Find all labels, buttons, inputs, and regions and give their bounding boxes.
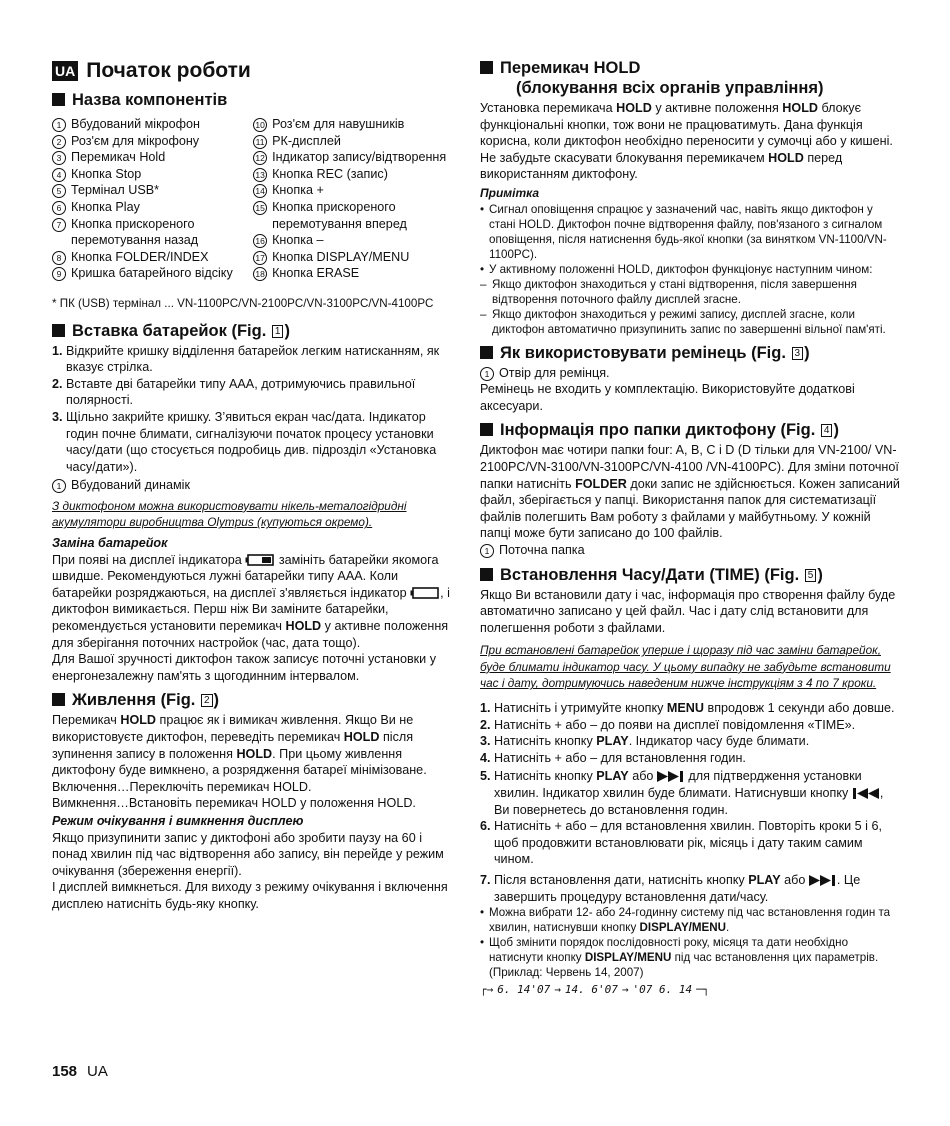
usb-footnote: * ПК (USB) термінал ... VN-1100PC/VN-2100PC/VN-3100PC/VN-4100PC — [52, 296, 434, 310]
hold-dash-2: – Якщо диктофон знаходиться у режимі запису, дисплей згасне, коли диктофон автоматично призупинить запис по завершенні вільної пам'яті. — [480, 307, 900, 337]
components-list — [52, 116, 458, 282]
language-badge: UA — [52, 61, 78, 81]
page-number: 158 — [52, 1063, 78, 1080]
component-item: 10 Роз'єм для навушників — [253, 116, 458, 133]
fast-forward-icon — [657, 771, 685, 782]
square-bullet-icon — [52, 693, 65, 706]
battery-ref: 1 Вбудований динамік — [52, 477, 458, 494]
time-step: 4. Натисніть + або – для встановлення годин. — [480, 750, 746, 765]
sequence-arrow-icon: ┌→ — [480, 983, 494, 997]
item-number: 16 — [253, 234, 267, 248]
item-number: 11 — [253, 135, 267, 149]
time-text: Якщо Ви встановили дату і час, інформація про створення файлу буде автоматично записано у цей файл. Час і дату слід встановити для полегшення роботи з файлами. — [480, 587, 896, 635]
item-number: 18 — [253, 267, 267, 281]
page-title — [52, 58, 458, 84]
battery-step: 2. Вставте дві батарейки типу ААА, дотримуючись правильної полярності. — [52, 376, 416, 408]
time-step-5: 5. Натисніть кнопку PLAY або для підтвердження установки хвилин. Індикатор хвилин буде блимати. Натиснувши кнопку , Ви повернетесь до встановлення годин. — [480, 769, 884, 817]
components-col-2 — [253, 116, 458, 282]
strap-text: Ремінець не входить у комплектацію. Використовуйте додаткові аксесуари. — [480, 382, 855, 413]
component-item: 8 Кнопка FOLDER/INDEX — [52, 249, 249, 266]
time-steps — [480, 700, 900, 766]
item-number: 4 — [52, 168, 66, 182]
strap-heading: Як використовувати ремінець (Fig. 3 ) — [480, 343, 900, 363]
sequence-arrow-icon: → — [621, 983, 629, 997]
standby-text-2: І дисплей вимкнеться. Для виходу з режиму очікування і включення дисплею натисніть будь-яку кнопку. — [52, 880, 448, 911]
time-underline-note: При встановлені батарейок уперше і щоразу під час заміни батарейок, буде блимати індикатор часу. У цьому випадку не забудьте встановити час і дату, дотримуючись наведеним нижче інструкціям з 4 по 7 кроки. — [480, 643, 891, 691]
battery-step: 3. Щільно закрийте кришку. З’явиться екран час/дата. Індикатор годин почне блимати, сигналізуючи початок процесу установки часу/дати (що стосується подробиць див. підрозділ «Установка часу/дати»). — [52, 409, 437, 474]
component-item: 18 Кнопка ERASE — [253, 265, 458, 282]
hold-dash-1: – Якщо диктофон знаходиться у стані відтворення, після завершення відтворення поточного файлу дисплей згасне. — [480, 277, 900, 307]
page-footer — [52, 1063, 108, 1080]
battery-memory-text: Для Вашої зручності диктофон також записує поточні установки у енергонезалежну пам'ять з щогодинним інтервалом. — [52, 652, 437, 683]
square-bullet-icon — [480, 423, 493, 436]
component-item: 6 Кнопка Play — [52, 199, 249, 216]
component-item: 3 Перемикач Hold — [52, 149, 249, 166]
time-note-1: • Можна вибрати 12- або 24-годинну систему під час встановлення годин та хвилин, натиснувши кнопку DISPLAY/MENU. — [480, 905, 900, 935]
battery-steps — [52, 343, 458, 476]
folders-ref: 1 Поточна папка — [480, 542, 900, 559]
power-text: Перемикач HOLD працює як і вимикач живлення. Якщо Ви не використовуєте диктофон, переведіть перемикач HOLD після зупинення запису в положення HOLD. При цьому живлення диктофону буде вимкнено, а розрядження батареї мінімізоване. — [52, 713, 427, 778]
hold-notes — [480, 202, 900, 337]
power-off-text: Вимкнення…Встановіть перемикач HOLD у положення HOLD. — [52, 796, 416, 811]
time-note-2: • Щоб змінити порядок послідовності року, місяця та дати необхідно натиснути кнопку DISPLAY/MENU під час встановлення цих параметрів. (Приклад: Червень 14, 2007) — [480, 935, 900, 980]
time-heading: Встановлення Часу/Дати (TIME) (Fig. 5 ) — [480, 565, 900, 585]
square-bullet-icon — [480, 568, 493, 581]
time-notes — [480, 905, 900, 980]
item-number: 13 — [253, 168, 267, 182]
square-bullet-icon — [480, 61, 493, 74]
square-bullet-icon — [52, 93, 65, 106]
square-bullet-icon — [52, 324, 65, 337]
time-step-7: 7. Після встановлення дати, натисніть кнопку PLAY або . Це завершить процедуру встановлення дати/часу. — [480, 873, 861, 904]
component-item: 14 Кнопка + — [253, 182, 458, 199]
component-item: 5 Термінал USB* — [52, 182, 249, 199]
rewind-icon — [852, 788, 880, 799]
sequence-item-3: '07 6. 14 — [632, 983, 693, 997]
item-number: 3 — [52, 151, 66, 165]
power-heading: Живлення (Fig. 2 ) — [52, 690, 458, 710]
item-number: 7 — [52, 218, 66, 232]
item-number: 5 — [52, 184, 66, 198]
battery-heading: Вставка батарейок (Fig. 1 ) — [52, 321, 458, 341]
sequence-arrow-icon: ─┐ — [696, 983, 710, 997]
component-item: 1 Вбудований мікрофон — [52, 116, 249, 133]
standby-heading: Режим очікування і вимкнення дисплею — [52, 813, 304, 828]
time-step-6: 6. Натисніть + або – для встановлення хвилин. Повторіть кроки 5 і 6, щоб продовжити встановлювати рік, місяць і дату таким самим чином. — [480, 819, 882, 867]
left-column — [52, 58, 458, 913]
square-bullet-icon — [480, 346, 493, 359]
component-item: 2 Роз'єм для мікрофону — [52, 133, 249, 150]
hold-note-2: • У активному положенні HOLD, диктофон функціонує наступним чином: – Якщо диктофон знаходиться у стані відтворення, після завершення відтворення поточного файлу дисплей згасне. – Якщо диктофон знаходиться у режимі запису, дисплей згасне, коли диктофон автоматично призупинить запис по завершенні вільної пам'яті. — [480, 262, 900, 337]
time-step: 3. Натисніть кнопку PLAY. Індикатор часу буде блимати. — [480, 734, 810, 749]
folders-heading: Інформація про папки диктофону (Fig. 4 ) — [480, 420, 900, 440]
component-item: 13 Кнопка REC (запис) — [253, 166, 458, 183]
battery-underline-note: З диктофоном можна використовувати нікель-металогідридні акумулятори виробництва Olympus (купуються окремо). — [52, 498, 407, 530]
item-number: 6 — [52, 201, 66, 215]
item-number: 17 — [253, 251, 267, 265]
hold-text: Установка перемикача HOLD у активне положення HOLD блокує функціональні кнопки, тож вони не працюватимуть. Дана функція корисна, коли диктофон необхідно переносити у сумочці або у кишені. Не забудьте скасувати блокування перемикачем HOLD перед використанням диктофону. — [480, 101, 893, 182]
title-text: Початок роботи — [86, 59, 251, 82]
battery-replace-text: При появі на дисплеї індикатора замініть батарейки якомога швидше. Рекомендуються лужні батарейки типу ААА. Коли батарейки розряджаються, на дисплеї з'являється індикатор , і диктофон вимикається. Перш ніж Ви заміните батарейки, рекомендується установити перемикач HOLD у активне положення для зберігання поточних настройок (час, дата тощо). — [52, 552, 450, 650]
strap-ref: 1 Отвір для ремінця. — [480, 365, 900, 382]
item-number: 10 — [253, 118, 267, 132]
item-number: 12 — [253, 151, 267, 165]
time-step: 1. Натисніть і утримуйте кнопку MENU впродовж 1 секунди або довше. — [480, 701, 895, 716]
item-number: 15 — [253, 201, 267, 215]
item-number: 8 — [52, 251, 66, 265]
component-item: 16 Кнопка – — [253, 232, 458, 249]
hold-note-heading: Примітка — [480, 185, 540, 200]
fast-forward-icon — [809, 875, 837, 886]
item-number: 14 — [253, 184, 267, 198]
battery-step: 1. Відкрийте кришку відділення батарейок легким натисканням, як вказує стрілка. — [52, 343, 440, 375]
standby-text-1: Якщо призупинити запис у диктофоні або зробити паузу на 60 і понад хвилин під час відтворення або запису, він перейде у режим очікування (збереження енергії). — [52, 830, 444, 878]
item-number: 2 — [52, 135, 66, 149]
item-number: 1 — [52, 118, 66, 132]
sequence-item-2: 14. 6'07 — [564, 983, 618, 997]
battery-replace-heading: Заміна батарейок — [52, 536, 168, 551]
components-heading: Назва компонентів — [52, 90, 458, 110]
time-steps-extra — [480, 768, 900, 905]
hold-heading: Перемикач HOLD (блокування всіх органів управління) — [480, 58, 900, 98]
folders-text: Диктофон має чотири папки four: A, B, C і D (D тільки для VN-2100/ VN-2100PC/VN-3100/VN-3100PC/VN-4100 /VN-4100PC). Для зміни поточної папки натисніть FOLDER доки запис не здійснюється. Кожен записаний файл, зберігається у папці. Використання папок для систематизації файлів полегшить Вам роботу з файлами у майбутньому. У кожній папці може бути записано до 100 файлів. — [480, 443, 900, 541]
time-step: 2. Натисніть + або – до появи на дисплеї повідомлення «TIME». — [480, 717, 856, 732]
component-item: 17 Кнопка DISPLAY/MENU — [253, 249, 458, 266]
sequence-item-1: 6. 14'07 — [497, 983, 551, 997]
component-item: 7 Кнопка прискореного перемотування назад — [52, 216, 249, 249]
power-on-text: Включення…Переключіть перемикач HOLD. — [52, 779, 312, 794]
component-item: 4 Кнопка Stop — [52, 166, 249, 183]
right-column — [480, 58, 900, 999]
date-order-sequence — [480, 982, 900, 999]
battery-low-icon — [245, 554, 275, 566]
sequence-arrow-icon: → — [554, 983, 561, 997]
hold-note-1: • Сигнал оповіщення спрацює у зазначений час, навіть якщо диктофон у стані HOLD. Диктофон почне відтворення файлу, пов'язаного з сигналом оповіщення, після натиснення будь-якої кнопки (за винятком VN-1100/VN-1100PC). — [480, 202, 900, 262]
components-col-1 — [52, 116, 249, 282]
footer-lang: UA — [87, 1063, 108, 1080]
battery-empty-icon — [410, 587, 440, 599]
component-item: 15 Кнопка прискореного перемотування вперед — [253, 199, 458, 232]
component-item: 11 РК-дисплей — [253, 133, 458, 150]
component-item: 9 Кришка батарейного відсіку — [52, 265, 249, 282]
item-number: 9 — [52, 267, 66, 281]
component-item: 12 Індикатор запису/відтворення — [253, 149, 458, 166]
